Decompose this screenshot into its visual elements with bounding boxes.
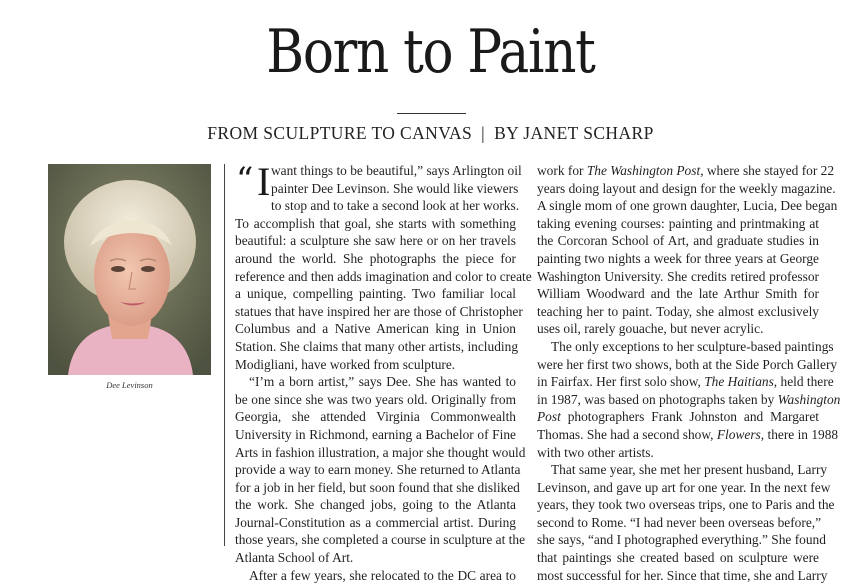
text-line: provide a way to earn money. She returned to Atlanta <box>235 462 521 478</box>
text-line: To accomplish that goal, she starts with something <box>235 215 516 231</box>
portrait-photo <box>48 164 211 375</box>
text-line: a unique, compelling painting. Two familiar local <box>235 286 516 302</box>
text-line: After a few years, she relocated to the DC area to <box>249 567 516 583</box>
text-column-1 <box>235 159 532 584</box>
text-column-2 <box>537 162 841 584</box>
article-subtitle <box>0 122 861 144</box>
text-line: the work. She changed jobs, going to the Atlanta <box>235 497 516 513</box>
text-line: the Corcoran School of Art, and graduate studies in <box>537 233 819 249</box>
text-line: Journal-Constitution as a commercial artist. During <box>235 514 516 530</box>
text-line: Georgia, she attended Virginia Commonwealth <box>235 409 516 425</box>
opening-quote-mark: “ <box>236 160 254 200</box>
text-line: reference and then adds imagination and color to create <box>235 268 532 284</box>
text-line: around the world. She photographs the piece for <box>235 250 516 266</box>
text-line: University in Richmond, earning a Bachelor of Fine <box>235 426 516 442</box>
text-line: Thomas. She had a second show, Flowers, there in 1988 <box>537 426 839 442</box>
text-line: Station. She claims that many other artists, including <box>235 338 519 354</box>
text-line: beautiful: a sculpture she saw here or on her travels <box>235 233 516 249</box>
text-line: “I’m a born artist,” says Dee. She has wanted to <box>249 374 516 390</box>
text-line: years, they took two overseas trips, one to Paris and the <box>537 497 835 513</box>
text-line: to stop and to take a second look at her works. <box>271 198 520 214</box>
text-line: in 1987, was based on photographs taken by Washington <box>537 391 841 407</box>
text-line: painter Dee Levinson. She would like viewers <box>271 180 519 196</box>
text-line: Post photographers Frank Johnston and Margaret <box>537 409 819 425</box>
text-line: she says, “and I photographed everything.” She found <box>537 532 826 548</box>
subtitle-separator: | <box>481 123 486 143</box>
article-title: Born to Paint <box>266 17 595 87</box>
text-line: years doing layout and design for the weekly magazine. <box>537 180 836 196</box>
text-line: Levinson, and gave up art for one year. In the next few <box>537 479 831 495</box>
text-line: taking evening courses: painting and printmaking at <box>537 215 819 231</box>
text-line: uses oil, rarely gouache, but never acrylic. <box>537 321 764 337</box>
portrait-illustration <box>48 164 211 375</box>
text-line: That same year, she met her present husband, Larry <box>551 462 828 478</box>
text-line: Atlanta School of Art. <box>235 550 354 566</box>
text-line: want things to be beautiful,” says Arlington oil <box>271 163 522 178</box>
text-line: Arts in fashion illustration, a major she thought would <box>235 444 526 460</box>
text-line: for a job in her field, but soon found that she disliked <box>235 479 520 495</box>
text-line: be one since she was two years old. Originally from <box>235 391 516 407</box>
text-line: that paintings she created based on sculpture were <box>537 550 819 566</box>
text-line: work for The Washington Post, where she stayed for 22 <box>537 163 835 178</box>
text-line: statues that have inspired her are those of Christopher <box>235 303 523 319</box>
text-line: The only exceptions to her sculpture-based paintings <box>551 338 834 354</box>
text-line: with two other artists. <box>537 444 654 460</box>
subtitle-byline: BY JANET SCHARP <box>494 123 654 143</box>
text-line: most successful for her. Since that time, she and Larry <box>537 567 828 583</box>
text-line: teaching her to paint. Today, she almost exclusively <box>537 303 819 319</box>
photo-caption: Dee Levinson <box>106 380 153 390</box>
column-divider <box>224 164 225 546</box>
title-rule <box>397 113 466 114</box>
text-line: Modigliani, have worked from sculpture. <box>235 356 456 372</box>
subtitle-section: FROM SCULPTURE TO CANVAS <box>207 123 473 143</box>
text-line: in Fairfax. Her first solo show, The Haitians, held there <box>537 374 834 390</box>
text-line: A single mom of one grown daughter, Lucia, Dee began <box>537 198 838 214</box>
drop-cap: I <box>257 159 271 204</box>
text-line: Washington University. She credits retired professor <box>537 268 819 284</box>
text-line: those years, she completed a course in sculpture at the <box>235 532 526 548</box>
text-line: painting two nights a week for three years at George <box>537 250 819 266</box>
text-line: were her first two shows, both at the Side Porch Gallery <box>537 356 838 372</box>
text-line: Columbus and a Native American king in Union <box>235 321 516 337</box>
text-line: William Woodward and the late Arthur Smith for <box>537 286 819 302</box>
text-line: second to Rome. “I had never been overseas before,” <box>537 514 822 530</box>
